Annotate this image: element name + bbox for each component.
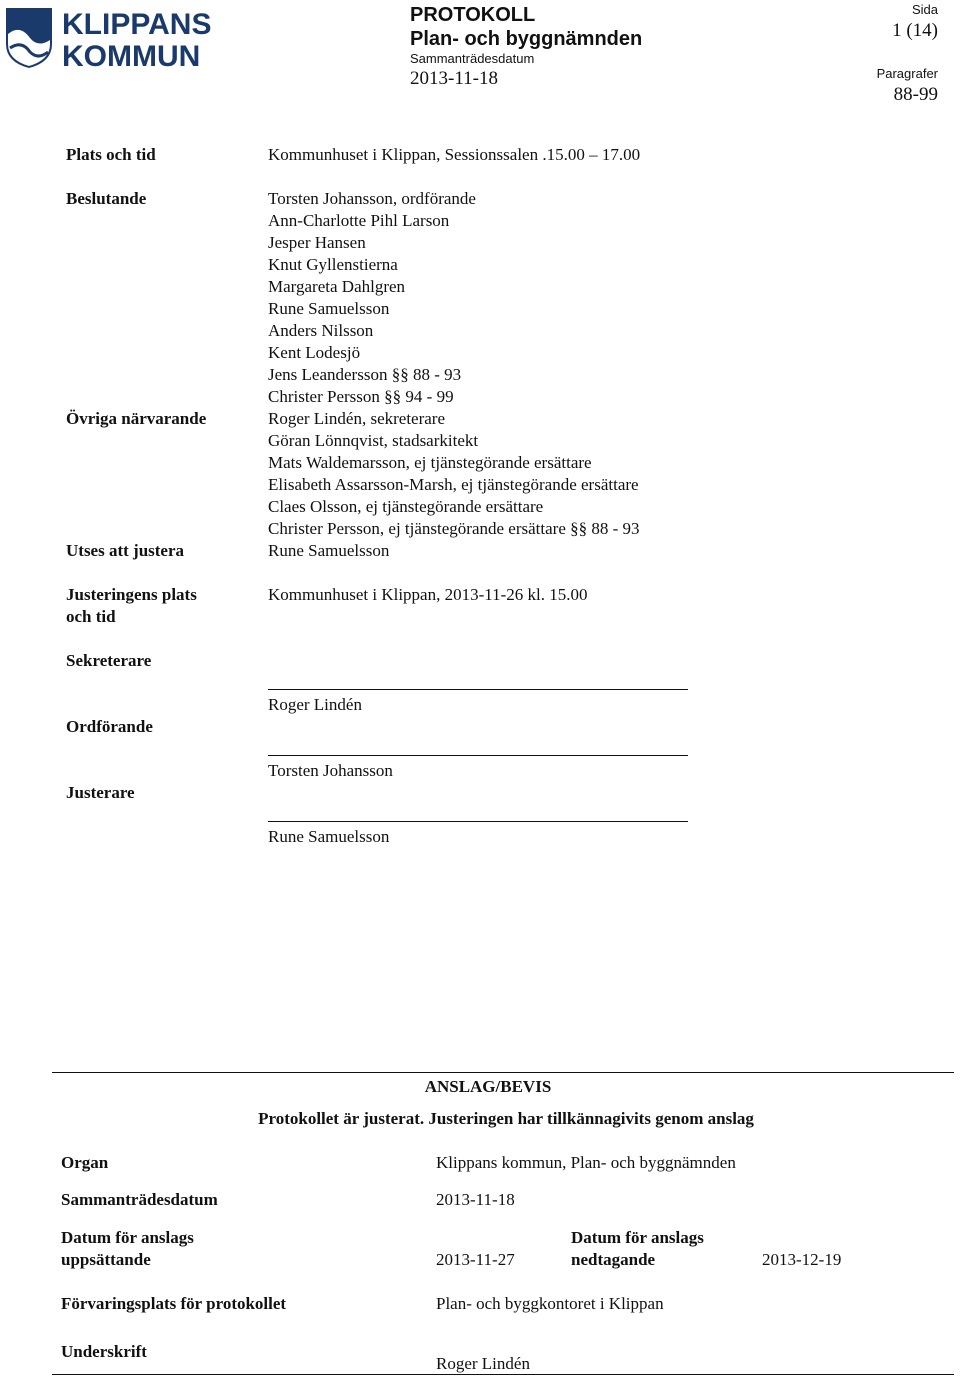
list-item: Christer Persson, ej tjänstegörande ersättare §§ 88 - 93 — [268, 519, 640, 538]
adjuster-label: Utses att justera — [66, 541, 185, 560]
coat-of-arms-icon — [4, 4, 214, 70]
notice-meeting-date-label: Sammanträdesdatum — [61, 1190, 218, 1209]
others-present-list — [268, 408, 640, 540]
adjuster-value: Rune Samuelsson — [268, 541, 390, 560]
others-present-label: Övriga närvarande — [66, 409, 207, 428]
secretary-signature-line — [268, 689, 688, 690]
committee-name: Plan- och byggnämnden — [410, 28, 643, 50]
list-item: Christer Persson §§ 94 - 99 — [268, 387, 454, 406]
posting-date-label-line2: uppsättande — [61, 1250, 151, 1269]
storage-label: Förvaringsplats för protokollet — [61, 1294, 287, 1313]
chair-signature-line — [268, 755, 688, 756]
signature-label: Underskrift — [61, 1342, 147, 1361]
meeting-date-label: Sammanträdesdatum — [410, 51, 535, 66]
paragraphs-range: 88-99 — [893, 84, 938, 105]
logo-text-line1: KLIPPANS — [62, 8, 212, 41]
adjust-place-value: Kommunhuset i Klippan, 2013-11-26 kl. 15.00 — [268, 585, 588, 604]
notice-subtitle: Protokollet är justerat. Justeringen har tillkännagivits genom anslag — [258, 1109, 754, 1128]
removal-date-value: 2013-12-19 — [762, 1250, 842, 1269]
chair-name: Torsten Johansson — [268, 761, 393, 780]
list-item: Göran Lönnqvist, stadsarkitekt — [268, 431, 479, 450]
list-item: Elisabeth Assarsson-Marsh, ej tjänstegörande ersättare — [268, 475, 639, 494]
document-type: PROTOKOLL — [410, 4, 536, 26]
list-item: Claes Olsson, ej tjänstegörande ersättare — [268, 497, 544, 516]
list-item: Margareta Dahlgren — [268, 277, 406, 296]
notice-bottom-rule — [52, 1374, 954, 1375]
paragraphs-label: Paragrafer — [876, 66, 938, 81]
organ-label: Organ — [61, 1153, 109, 1172]
signature-value: Roger Lindén — [436, 1354, 530, 1373]
page-number: 1 (14) — [892, 20, 938, 41]
list-item: Mats Waldemarsson, ej tjänstegörande ersättare — [268, 453, 592, 472]
logo-text-line2: KOMMUN — [62, 40, 201, 70]
secretary-name: Roger Lindén — [268, 695, 362, 714]
adjust-place-label: Justeringens plats — [66, 585, 197, 604]
organ-value: Klippans kommun, Plan- och byggnämnden — [436, 1153, 736, 1172]
deciding-label: Beslutande — [66, 189, 147, 208]
place-time-value: Kommunhuset i Klippan, Sessionssalen .15.00 – 17.00 — [268, 145, 641, 164]
list-item: Jesper Hansen — [268, 233, 366, 252]
meeting-date: 2013-11-18 — [410, 68, 498, 89]
justerare-name: Rune Samuelsson — [268, 827, 390, 846]
justerare-signature-line — [268, 821, 688, 822]
municipality-logo — [4, 4, 214, 70]
list-item: Roger Lindén, sekreterare — [268, 409, 445, 428]
place-time-label: Plats och tid — [66, 145, 156, 164]
list-item: Kent Lodesjö — [268, 343, 361, 362]
list-item: Ann-Charlotte Pihl Larson — [268, 211, 450, 230]
list-item: Torsten Johansson, ordförande — [268, 189, 476, 208]
deciding-list — [268, 188, 476, 408]
notice-title: ANSLAG/BEVIS — [424, 1077, 552, 1096]
list-item: Jens Leandersson §§ 88 - 93 — [268, 365, 462, 384]
list-item: Anders Nilsson — [268, 321, 374, 340]
list-item: Rune Samuelsson — [268, 299, 390, 318]
list-item: Knut Gyllenstierna — [268, 255, 398, 274]
removal-date-label-line2: nedtagande — [571, 1250, 656, 1269]
adjust-time-label: och tid — [66, 607, 116, 626]
notice-top-rule — [52, 1072, 954, 1073]
posting-date-value: 2013-11-27 — [436, 1250, 515, 1269]
chair-label: Ordförande — [66, 717, 153, 736]
page-label: Sida — [911, 2, 938, 17]
justerare-label: Justerare — [66, 783, 135, 802]
storage-value: Plan- och byggkontoret i Klippan — [436, 1294, 664, 1313]
removal-date-label-line1: Datum för anslags — [571, 1228, 704, 1247]
notice-meeting-date-value: 2013-11-18 — [436, 1190, 515, 1209]
secretary-label: Sekreterare — [66, 651, 152, 670]
posting-date-label-line1: Datum för anslags — [61, 1228, 194, 1247]
